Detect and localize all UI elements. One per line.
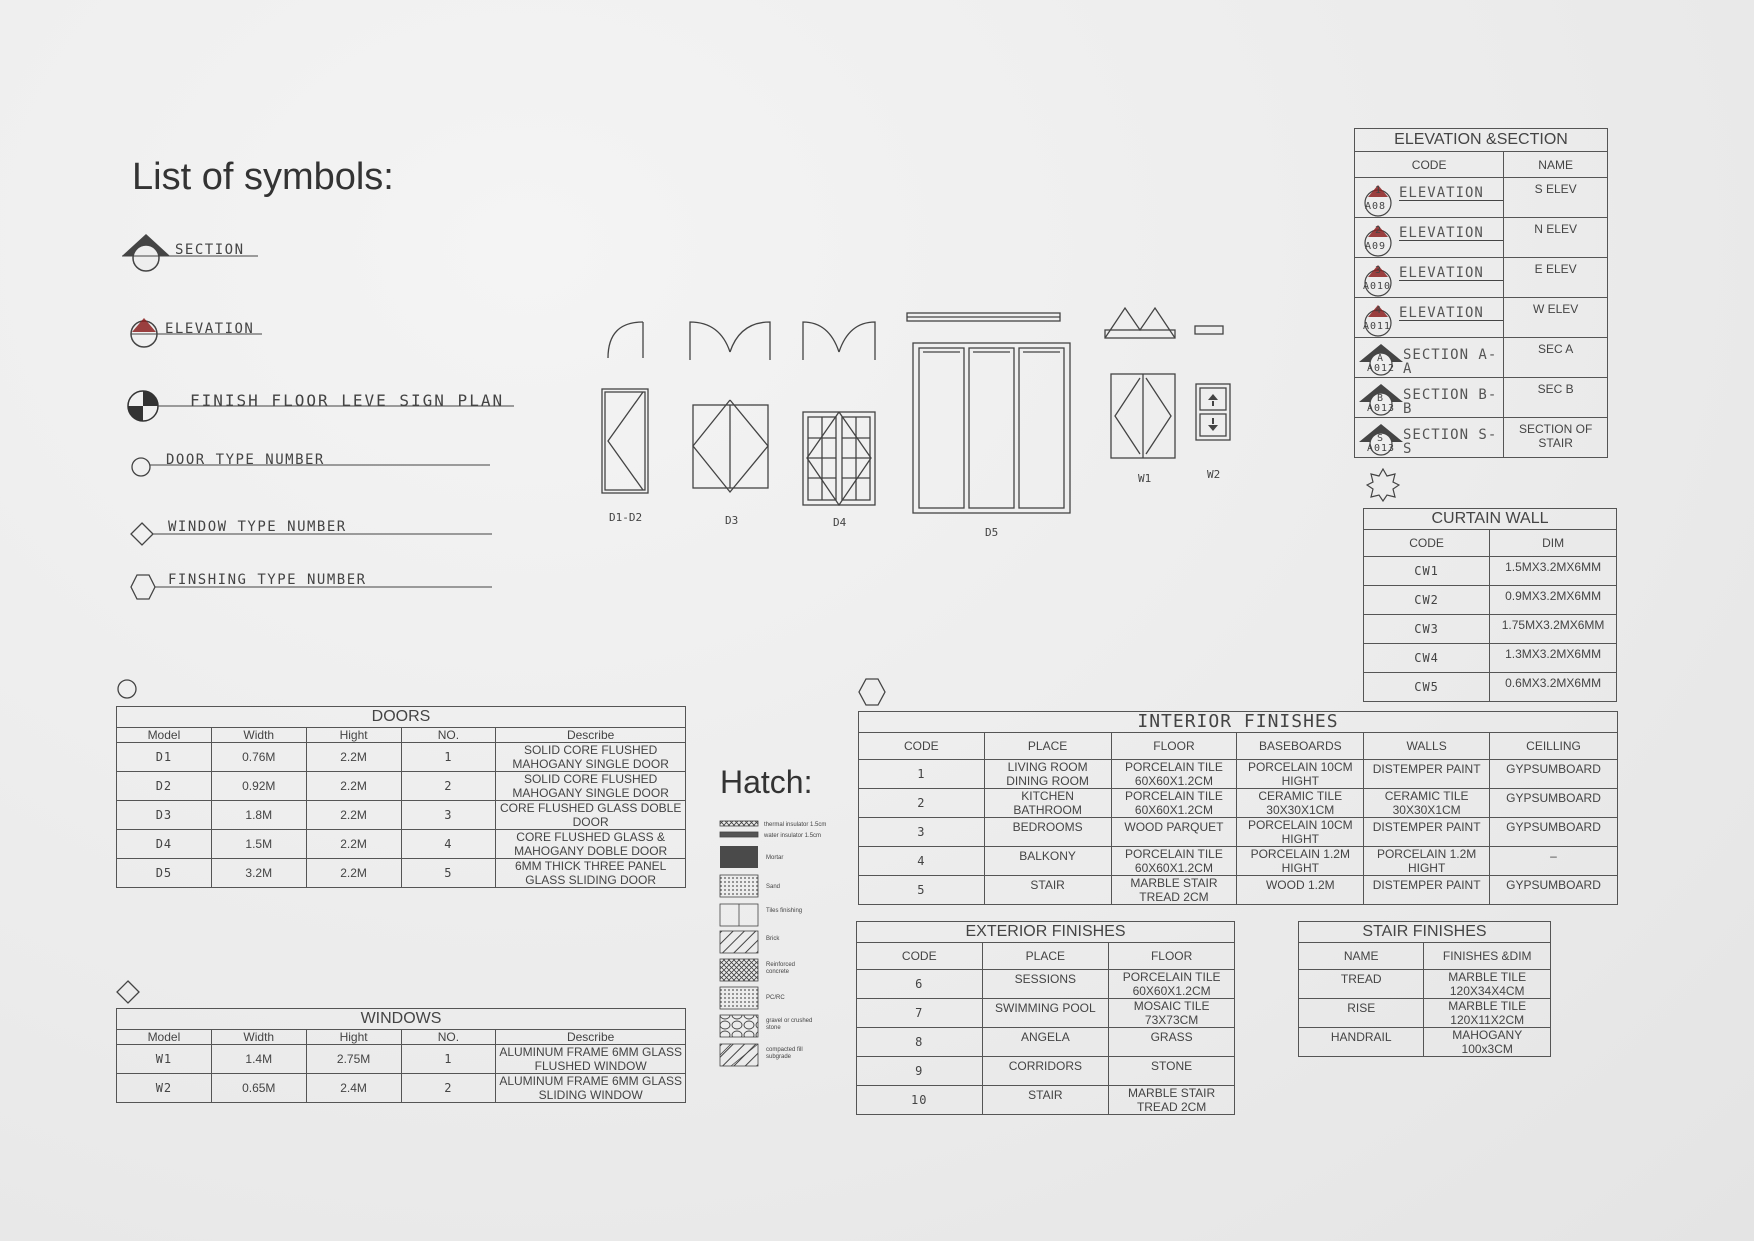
table-row (1299, 1028, 1551, 1057)
cell-model: D1 (117, 743, 212, 772)
table-row (1355, 298, 1608, 338)
es-code-cell (1355, 418, 1504, 458)
table-row (857, 1057, 1235, 1086)
cell-place: STAIR (982, 1086, 1109, 1115)
table-row (859, 760, 1618, 789)
es-num: B (1377, 393, 1385, 404)
cell-floor: MOSAIC TILE 73X73CM (1109, 999, 1235, 1028)
cell-code: 1 (859, 760, 985, 789)
es-code-cell (1355, 378, 1504, 418)
es-header-name: NAME (1504, 152, 1608, 178)
es-name: SEC B (1504, 378, 1608, 418)
table-row (859, 876, 1618, 905)
window-type-legend-label: WINDOW TYPE NUMBER (168, 519, 347, 535)
hatch-label: PC/RC (766, 995, 785, 1001)
table-row (1299, 970, 1551, 999)
cell-walls: PORCELAIN 1.2M HIGHT (1364, 847, 1490, 876)
table-row (1355, 378, 1608, 418)
door-type-legend-label: DOOR TYPE NUMBER (166, 452, 325, 468)
table-row (1355, 178, 1608, 218)
cell-no: 4 (401, 830, 496, 859)
ef-header-floor: FLOOR (1109, 943, 1235, 970)
cell-hight: 2.75M (306, 1045, 401, 1074)
cell-finish: MARBLE TILE 120X34X4CM (1424, 970, 1551, 999)
table-row (857, 1086, 1235, 1115)
elevation-legend-label: ELEVATION (165, 321, 255, 337)
es-label: ELEVATION (1399, 186, 1503, 201)
curtain-wall-table (1363, 508, 1617, 702)
cell-width: 3.2M (211, 859, 306, 888)
sf-header-finishes: FINISHES &DIM (1424, 943, 1551, 970)
es-code-cell (1355, 298, 1504, 338)
table-row (117, 801, 686, 830)
if-header-floor: FLOOR (1111, 733, 1237, 760)
cell-finish: MAHOGANY 100x3CM (1424, 1028, 1551, 1057)
curtain-wall-marker-icon (1366, 468, 1400, 502)
cell-code: 2 (859, 789, 985, 818)
cell-no: 1 (401, 1045, 496, 1074)
es-sheet: A011 (1363, 321, 1392, 332)
door-d4-drawing (803, 322, 875, 505)
es-code-cell (1355, 218, 1504, 258)
doors-header-hight: Hight (306, 728, 401, 743)
water-insulator-swatch (720, 832, 758, 837)
doors-header-model: Model (117, 728, 212, 743)
cell-name: HANDRAIL (1299, 1028, 1424, 1057)
table-row (117, 1045, 686, 1074)
table-row (117, 830, 686, 859)
cell-describe: SOLID CORE FLUSHED MAHOGANY SINGLE DOOR (496, 772, 686, 801)
table-row (1364, 586, 1617, 615)
if-header-ceilling: CEILLING (1490, 733, 1618, 760)
window-type-marker-icon (116, 980, 140, 1004)
door-d5-drawing (907, 313, 1070, 513)
cell-baseboards: WOOD 1.2M (1237, 876, 1364, 905)
cell-place: KITCHEN BATHROOM (984, 789, 1111, 818)
cell-place: LIVING ROOM DINING ROOM (984, 760, 1111, 789)
cell-baseboards: PORCELAIN 10CM HIGHT (1237, 760, 1364, 789)
es-code-cell (1355, 258, 1504, 298)
section-legend-label: SECTION (175, 242, 245, 258)
cell-floor: MARBLE STAIR TREAD 2CM (1109, 1086, 1235, 1115)
cell-code: 6 (857, 970, 983, 999)
cell-place: BALKONY (984, 847, 1111, 876)
gravel-swatch (720, 1015, 758, 1037)
pcrc-swatch (720, 987, 758, 1009)
table-row (117, 743, 686, 772)
table-row (1299, 999, 1551, 1028)
mortar-swatch (720, 846, 758, 868)
cw-code: CW3 (1364, 615, 1490, 644)
hatch-label: Mortar (766, 855, 784, 861)
cell-baseboards: PORCELAIN 1.2M HIGHT (1237, 847, 1364, 876)
es-name: SEC A (1504, 338, 1608, 378)
cell-floor: WOOD PARQUET (1111, 818, 1237, 847)
cell-width: 1.5M (211, 830, 306, 859)
hatch-label: Reinforced concrete (766, 962, 796, 975)
table-row (117, 772, 686, 801)
es-label: ELEVATION (1399, 226, 1503, 241)
cell-no: 3 (401, 801, 496, 830)
cell-model: W1 (117, 1045, 212, 1074)
table-row (117, 859, 686, 888)
table-row (857, 1028, 1235, 1057)
cell-describe: SOLID CORE FLUSHED MAHOGANY SINGLE DOOR (496, 743, 686, 772)
cell-describe: CORE FLUSHED GLASS DOBLE DOOR (496, 801, 686, 830)
door-type-marker-icon (116, 678, 138, 700)
table-row (1355, 338, 1608, 378)
es-name: W ELEV (1504, 298, 1608, 338)
cell-no: 1 (401, 743, 496, 772)
compacted-fill-swatch (720, 1044, 758, 1066)
table-row (857, 999, 1235, 1028)
stair-finishes-title: STAIR FINISHES (1299, 922, 1551, 943)
exterior-finishes-table (856, 921, 1235, 1115)
hatch-label: thermal insulator 1.5cm (764, 822, 827, 828)
cell-model: W2 (117, 1074, 212, 1103)
table-row (1364, 644, 1617, 673)
doors-header-describe: Describe (496, 728, 686, 743)
cell-code: 7 (857, 999, 983, 1028)
finish-floor-legend-label: FINISH FLOOR LEVE SIGN PLAN (190, 391, 505, 410)
es-num: A (1377, 353, 1385, 364)
cell-walls: DISTEMPER PAINT (1364, 818, 1490, 847)
cell-hight: 2.2M (306, 830, 401, 859)
hatch-label: Tiles finishing (766, 908, 803, 914)
cell-model: D4 (117, 830, 212, 859)
cell-walls: DISTEMPER PAINT (1364, 760, 1490, 789)
windows-header-width: Width (211, 1030, 306, 1045)
sf-header-name: NAME (1299, 943, 1424, 970)
cell-hight: 2.2M (306, 743, 401, 772)
door-d1-d2-drawing (602, 322, 648, 493)
es-num: 3 (1375, 265, 1383, 276)
cw-dim: 0.6MX3.2MX6MM (1490, 673, 1617, 702)
door-d3-drawing (690, 322, 770, 492)
cell-place: SESSIONS (982, 970, 1109, 999)
cell-floor: PORCELAIN TILE 60X60X1.2CM (1111, 789, 1237, 818)
cell-place: SWIMMING POOL (982, 999, 1109, 1028)
table-row (859, 847, 1618, 876)
es-code-cell (1355, 178, 1504, 218)
cell-hight: 2.2M (306, 772, 401, 801)
door-label-d1-d2: D1-D2 (609, 511, 643, 524)
cw-header-code: CODE (1364, 530, 1490, 557)
es-label: SECTION B-B (1403, 387, 1498, 417)
cell-name: TREAD (1299, 970, 1424, 999)
table-row (1364, 557, 1617, 586)
brick-swatch (720, 931, 758, 953)
cell-model: D2 (117, 772, 212, 801)
ef-header-place: PLACE (982, 943, 1109, 970)
cell-width: 0.65M (211, 1074, 306, 1103)
exterior-finishes-title: EXTERIOR FINISHES (857, 922, 1235, 943)
table-row (117, 1074, 686, 1103)
hatch-label: compacted fill subgrade (766, 1047, 803, 1060)
thermal-insulator-swatch (720, 821, 758, 826)
cell-no: 2 (401, 772, 496, 801)
if-header-code: CODE (859, 733, 985, 760)
window-w1-drawing (1105, 308, 1175, 458)
cell-finish: MARBLE TILE 120X11X2CM (1424, 999, 1551, 1028)
cell-floor: STONE (1109, 1057, 1235, 1086)
es-name: SECTION OF STAIR (1504, 418, 1608, 458)
es-num: 4 (1375, 305, 1383, 316)
cell-code: 3 (859, 818, 985, 847)
cw-dim: 1.3MX3.2MX6MM (1490, 644, 1617, 673)
es-sheet: A013 (1367, 443, 1396, 454)
cell-code: 9 (857, 1057, 983, 1086)
cell-model: D5 (117, 859, 212, 888)
cell-walls: DISTEMPER PAINT (1364, 876, 1490, 905)
hatch-label: water insulator 1.5cm (764, 833, 822, 839)
cell-hight: 2.2M (306, 801, 401, 830)
cell-hight: 2.4M (306, 1074, 401, 1103)
cell-width: 0.76M (211, 743, 306, 772)
table-row (1355, 218, 1608, 258)
if-header-walls: WALLS (1364, 733, 1490, 760)
cell-describe: 6MM THICK THREE PANEL GLASS SLIDING DOOR (496, 859, 686, 888)
door-label-d4: D4 (833, 516, 847, 529)
cell-ceilling: GYPSUMBOARD (1490, 876, 1618, 905)
doors-table (116, 706, 686, 888)
interior-finishes-table (858, 711, 1618, 905)
sand-swatch (720, 875, 758, 897)
es-sheet: A09 (1365, 241, 1387, 252)
cell-place: BEDROOMS (984, 818, 1111, 847)
doors-header-no: NO. (401, 728, 496, 743)
es-sheet: A010 (1363, 281, 1392, 292)
hatch-swatches (719, 820, 761, 1070)
es-label: SECTION S-S (1403, 427, 1498, 457)
cell-floor: PORCELAIN TILE 60X60X1.2CM (1111, 760, 1237, 789)
hatch-label: gravel or crushed stone (766, 1018, 813, 1031)
es-name: S ELEV (1504, 178, 1608, 218)
es-num: S (1377, 433, 1385, 444)
es-label: ELEVATION (1399, 266, 1503, 281)
door-label-d5: D5 (985, 526, 999, 539)
cw-dim: 1.5MX3.2MX6MM (1490, 557, 1617, 586)
cw-dim: 1.75MX3.2MX6MM (1490, 615, 1617, 644)
stair-finishes-table (1298, 921, 1551, 1057)
cell-baseboards: CERAMIC TILE 30X30X1CM (1237, 789, 1364, 818)
cw-code: CW1 (1364, 557, 1490, 586)
cell-code: 5 (859, 876, 985, 905)
reinforced-concrete-swatch (720, 959, 758, 981)
es-name: E ELEV (1504, 258, 1608, 298)
windows-table (116, 1008, 686, 1103)
hatch-title: Hatch: (720, 764, 813, 800)
cell-code: 4 (859, 847, 985, 876)
windows-header-no: NO. (401, 1030, 496, 1045)
cw-code: CW2 (1364, 586, 1490, 615)
es-label: SECTION A-A (1403, 347, 1498, 377)
table-row (1364, 673, 1617, 702)
elevation-section-title: ELEVATION &SECTION (1355, 129, 1608, 152)
es-sheet: A012 (1367, 363, 1396, 374)
door-window-drawings (595, 300, 1245, 550)
cell-model: D3 (117, 801, 212, 830)
es-num: 1 (1375, 185, 1383, 196)
cell-describe: CORE FLUSHED GLASS & MAHOGANY DOBLE DOOR (496, 830, 686, 859)
es-label: ELEVATION (1399, 306, 1503, 321)
cell-baseboards: PORCELAIN 10CM HIGHT (1237, 818, 1364, 847)
door-label-d3: D3 (725, 514, 739, 527)
table-row (857, 970, 1235, 999)
cell-ceilling: – (1490, 847, 1618, 876)
cell-floor: MARBLE STAIR TREAD 2CM (1111, 876, 1237, 905)
cw-dim: 0.9MX3.2MX6MM (1490, 586, 1617, 615)
es-sheet: A08 (1365, 201, 1387, 212)
cell-describe: ALUMINUM FRAME 6MM GLASS FLUSHED WINDOW (496, 1045, 686, 1074)
interior-finishes-title: INTERIOR FINISHES (859, 712, 1618, 733)
windows-header-describe: Describe (496, 1030, 686, 1045)
es-name: N ELEV (1504, 218, 1608, 258)
cell-floor: PORCELAIN TILE 60X60X1.2CM (1109, 970, 1235, 999)
cell-ceilling: GYPSUMBOARD (1490, 760, 1618, 789)
es-sheet: A013 (1367, 403, 1396, 414)
cell-width: 0.92M (211, 772, 306, 801)
doors-table-title: DOORS (117, 707, 686, 728)
table-row (859, 789, 1618, 818)
cell-no: 2 (401, 1074, 496, 1103)
cell-floor: PORCELAIN TILE 60X60X1.2CM (1111, 847, 1237, 876)
es-code-cell (1355, 338, 1504, 378)
cell-name: RISE (1299, 999, 1424, 1028)
cell-code: 8 (857, 1028, 983, 1057)
elevation-section-table (1354, 128, 1608, 458)
cell-place: CORRIDORS (982, 1057, 1109, 1086)
cell-ceilling: GYPSUMBOARD (1490, 789, 1618, 818)
windows-header-hight: Hight (306, 1030, 401, 1045)
cw-header-dim: DIM (1490, 530, 1617, 557)
cell-walls: CERAMIC TILE 30X30X1CM (1364, 789, 1490, 818)
table-row (1364, 615, 1617, 644)
finishing-type-marker-icon (858, 678, 886, 706)
hatch-label: Sand (766, 884, 781, 890)
window-label-w2: W2 (1207, 468, 1221, 481)
cell-code: 10 (857, 1086, 983, 1115)
ef-header-code: CODE (857, 943, 983, 970)
es-num: 2 (1375, 225, 1383, 236)
cell-width: 1.8M (211, 801, 306, 830)
if-header-place: PLACE (984, 733, 1111, 760)
window-label-w1: W1 (1138, 472, 1152, 485)
hatch-label: Brick (766, 936, 780, 942)
curtain-wall-title: CURTAIN WALL (1364, 509, 1617, 530)
cw-code: CW4 (1364, 644, 1490, 673)
cell-place: STAIR (984, 876, 1111, 905)
page-title: List of symbols: (132, 156, 394, 198)
doors-header-width: Width (211, 728, 306, 743)
finishing-type-legend-label: FINSHING TYPE NUMBER (168, 572, 367, 588)
table-row (859, 818, 1618, 847)
windows-header-model: Model (117, 1030, 212, 1045)
table-row (1355, 418, 1608, 458)
es-header-code: CODE (1355, 152, 1504, 178)
cell-floor: GRASS (1109, 1028, 1235, 1057)
cell-no: 5 (401, 859, 496, 888)
table-row (1355, 258, 1608, 298)
windows-table-title: WINDOWS (117, 1009, 686, 1030)
cell-ceilling: GYPSUMBOARD (1490, 818, 1618, 847)
if-header-baseboards: BASEBOARDS (1237, 733, 1364, 760)
cell-width: 1.4M (211, 1045, 306, 1074)
cw-code: CW5 (1364, 673, 1490, 702)
cell-hight: 2.2M (306, 859, 401, 888)
cell-describe: ALUMINUM FRAME 6MM GLASS SLIDING WINDOW (496, 1074, 686, 1103)
cell-place: ANGELA (982, 1028, 1109, 1057)
